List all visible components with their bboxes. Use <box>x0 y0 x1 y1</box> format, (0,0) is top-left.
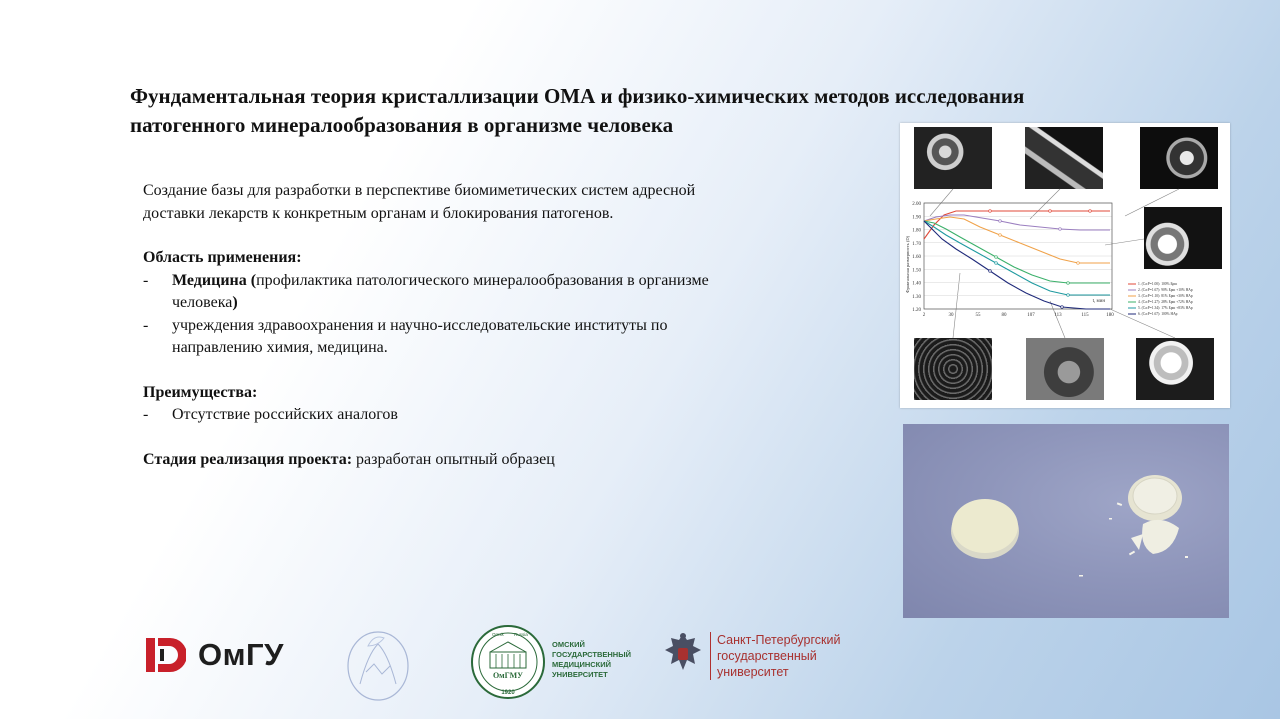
plot-legend <box>1128 282 1193 316</box>
bullet-dash: - <box>143 316 149 334</box>
series-marker <box>1067 282 1070 285</box>
y-tick-label: 2.00 <box>912 202 921 207</box>
series-marker <box>995 262 998 265</box>
omgmu-year: 1920 <box>501 690 515 696</box>
series-marker <box>1089 210 1092 213</box>
series-marker <box>1049 210 1052 213</box>
y-tick-label: 1.20 <box>912 308 921 313</box>
spbu-line: государственный <box>717 649 817 663</box>
spbu-divider <box>710 632 711 680</box>
spbu-line: университет <box>717 665 789 679</box>
series-marker <box>989 210 992 213</box>
x-tick-label: 2 <box>922 313 926 318</box>
institutions-continuation: направлению химия, медицина. <box>172 339 388 356</box>
series-marker <box>1061 306 1064 309</box>
application-item-institutions <box>143 315 823 360</box>
tablet-fragment <box>1142 520 1179 554</box>
stage-value: разработан опытный образец <box>352 450 555 468</box>
advantages-item <box>143 404 823 427</box>
x-tick-label: 80 <box>1001 313 1007 318</box>
omgmu-emblem-logo <box>470 622 546 704</box>
university-ornament-logo <box>338 624 418 704</box>
y-tick-label: 1.90 <box>912 215 921 221</box>
x-tick-label: 55 <box>975 313 981 318</box>
medicine-closing: ) <box>232 294 238 311</box>
omgmu-line: МЕДИЦИНСКИЙ <box>552 660 612 669</box>
omgu-logo <box>146 636 306 676</box>
legend-entry: 3. (Ca:P=1.10): 81% Брш +30% HAp <box>1138 294 1193 299</box>
medicine-label: Медицина ( <box>172 271 257 289</box>
medicine-continuation: человека <box>172 294 233 311</box>
series-marker <box>999 234 1002 237</box>
sample-tablets-drawing <box>903 424 1229 618</box>
y-tick-label: 1.50 <box>912 268 921 274</box>
y-tick-labels <box>912 202 921 313</box>
x-tick-label: 113 <box>1054 313 1062 318</box>
fractal-dimension-plot <box>900 123 1230 408</box>
sample-tablets-photo <box>903 424 1229 618</box>
plot-grid <box>924 203 1112 309</box>
x-tick-label: 180 <box>1106 313 1114 318</box>
omgmu-line: УНИВЕРСИТЕТ <box>552 670 608 679</box>
series-marker <box>1067 294 1070 297</box>
omgmu-logo-text <box>552 640 642 680</box>
legend-entry: 1. (Ca:P=1.00): 100% Брш <box>1138 282 1178 287</box>
y-tick-label: 1.70 <box>912 241 921 247</box>
advantages-heading: Преимущества: <box>143 383 258 401</box>
omgmu-line: ОМСКИЙ <box>552 640 585 649</box>
series-marker <box>1059 228 1062 231</box>
y-tick-label: 1.30 <box>912 294 921 300</box>
series-marker <box>1077 262 1080 265</box>
series-marker <box>989 270 992 273</box>
y-axis-label: Фрактальная размерность (D) <box>905 235 910 293</box>
x-tick-labels <box>923 313 1115 318</box>
bullet-dash: - <box>143 271 149 289</box>
omgmu-ring-right: Russia <box>514 632 528 637</box>
fractal-dimension-figure <box>900 123 1230 408</box>
series-marker <box>995 256 998 259</box>
x-axis-label: t, мин <box>1092 299 1105 304</box>
y-tick-label: 1.60 <box>912 255 921 260</box>
tablet-fragment <box>1131 534 1143 550</box>
slide-title-line1: Фундаментальная теория кристаллизации ОМА и физико-химических методов исследования <box>130 84 1025 108</box>
spbu-line: Санкт-Петербургский <box>717 633 841 647</box>
institutions-text: учреждения здравоохранения и научно-исследовательские институты по <box>172 316 668 334</box>
x-tick-label: 115 <box>1081 313 1089 318</box>
series-markers <box>989 210 1092 309</box>
medicine-text: профилактика патологического минералообразования в организме <box>256 271 709 289</box>
omgmu-emblem-text: ОмГМУ <box>492 671 524 680</box>
legend-entry: 6. (Ca:P=1.67): 100% HAp <box>1138 312 1178 317</box>
spbu-logo-text <box>717 632 867 680</box>
intro-line2: доставки лекарств к конкретным органам и блокирования патогенов. <box>143 204 614 222</box>
omgu-mark-icon <box>146 638 186 672</box>
series-marker <box>999 220 1002 223</box>
omgu-logo-text: ОмГУ <box>198 637 284 672</box>
advantages-text: Отсутствие российских аналогов <box>172 406 398 423</box>
bullet-dash: - <box>143 406 149 423</box>
omgmu-line: ГОСУДАРСТВЕННЫЙ <box>552 650 631 659</box>
intro-line1: Создание базы для разработки в перспективе биомиметических систем адресной <box>143 182 696 199</box>
legend-entry: 2. (Ca:P=1.67): 90% Брш +10% HAp <box>1138 288 1193 293</box>
omgmu-ring-left: Omsk <box>492 632 504 637</box>
stage-label: Стадия реализация проекта: <box>143 450 353 468</box>
application-heading: Область применения: <box>143 249 302 266</box>
spbu-eagle-emblem-icon <box>662 630 704 678</box>
y-tick-label: 1.80 <box>912 228 921 234</box>
legend-entry: 4. (Ca:P=1.27): 28% Брш +72% HAp <box>1138 300 1193 305</box>
x-tick-label: 30 <box>948 313 954 318</box>
stage-line <box>143 449 823 472</box>
content-block <box>143 180 823 471</box>
y-tick-label: 1.40 <box>912 281 921 287</box>
legend-entry: 5. (Ca:P=1.34): 17% Брш +83% HAp <box>1138 306 1193 311</box>
plot-series <box>924 211 1110 309</box>
partner-logos <box>0 618 1280 719</box>
slide-title-line2: патогенного минералообразования в организме человека <box>130 113 674 137</box>
application-item-medicine <box>143 270 823 315</box>
whole-tablet <box>952 499 1018 553</box>
x-tick-label: 107 <box>1027 313 1035 318</box>
